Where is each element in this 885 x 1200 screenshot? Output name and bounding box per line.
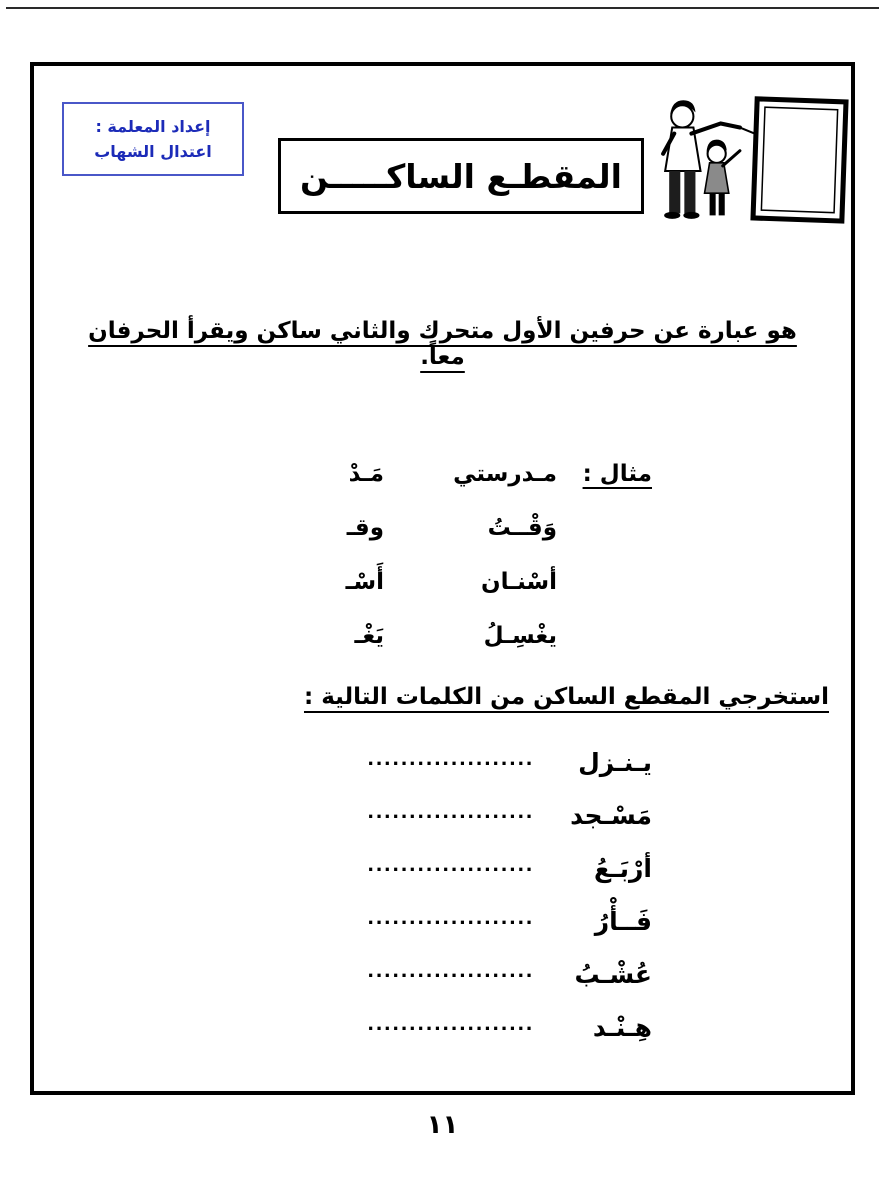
exercise-word: يـنـزل — [578, 748, 652, 777]
example-row — [314, 501, 652, 555]
exercise-row — [364, 895, 652, 948]
teacher-whiteboard-illustration-icon — [650, 90, 852, 262]
page-title: المقطـع الساكـــــن — [300, 156, 622, 196]
exercise-row — [364, 842, 652, 895]
exercise-word: عُشْـبُ — [574, 960, 652, 989]
page-number: ١١ — [426, 1110, 459, 1140]
exercise-row — [364, 948, 652, 1001]
exercise-word: مَسْـجد — [570, 801, 652, 830]
exercise-row — [364, 1001, 652, 1054]
worksheet-border-frame — [30, 62, 855, 1095]
worksheet-title-box — [278, 138, 644, 214]
example-syllable: يَغْـ — [354, 623, 384, 649]
exercise-row — [364, 789, 652, 842]
definition-sentence: هو عبارة عن حرفين الأول متحرك والثاني ساكن ويقرأ الحرفان معاً. — [88, 318, 797, 370]
example-label: مثال : — [582, 461, 652, 487]
answer-blank: .................... — [367, 961, 534, 982]
example-row — [314, 447, 652, 501]
example-word: مـدرستي — [453, 461, 557, 487]
exercise-instruction: استخرجي المقطع الساكن من الكلمات التالية : — [303, 684, 829, 710]
exercise-word: هِـنْـد — [592, 1013, 652, 1042]
exercise-word: أرْبَـعُ — [594, 854, 652, 883]
teacher-credit-box — [62, 102, 244, 176]
answer-blank: .................... — [367, 749, 534, 770]
exercise-word: فَــأْرُ — [594, 907, 652, 936]
scan-artifact-line — [6, 7, 879, 9]
answer-blank: .................... — [367, 855, 534, 876]
example-syllable: أَسْـ — [345, 569, 384, 595]
teacher-credit-line2: اعتدال الشهاب — [94, 142, 212, 161]
example-row — [314, 555, 652, 609]
example-word: أسْنـان — [480, 569, 557, 595]
example-word: وَقْــتُ — [487, 515, 557, 541]
examples-section — [314, 447, 652, 663]
answer-blank: .................... — [367, 1014, 534, 1035]
exercise-word-list — [364, 736, 652, 1054]
answer-blank: .................... — [367, 802, 534, 823]
example-syllable: مَـدْ — [348, 461, 384, 487]
example-word: يغْسِـلُ — [483, 623, 557, 649]
exercise-row — [364, 736, 652, 789]
example-row — [314, 609, 652, 663]
answer-blank: .................... — [367, 908, 534, 929]
example-syllable: وقـ — [346, 515, 384, 541]
teacher-credit-line1: إعداد المعلمة : — [95, 116, 211, 136]
